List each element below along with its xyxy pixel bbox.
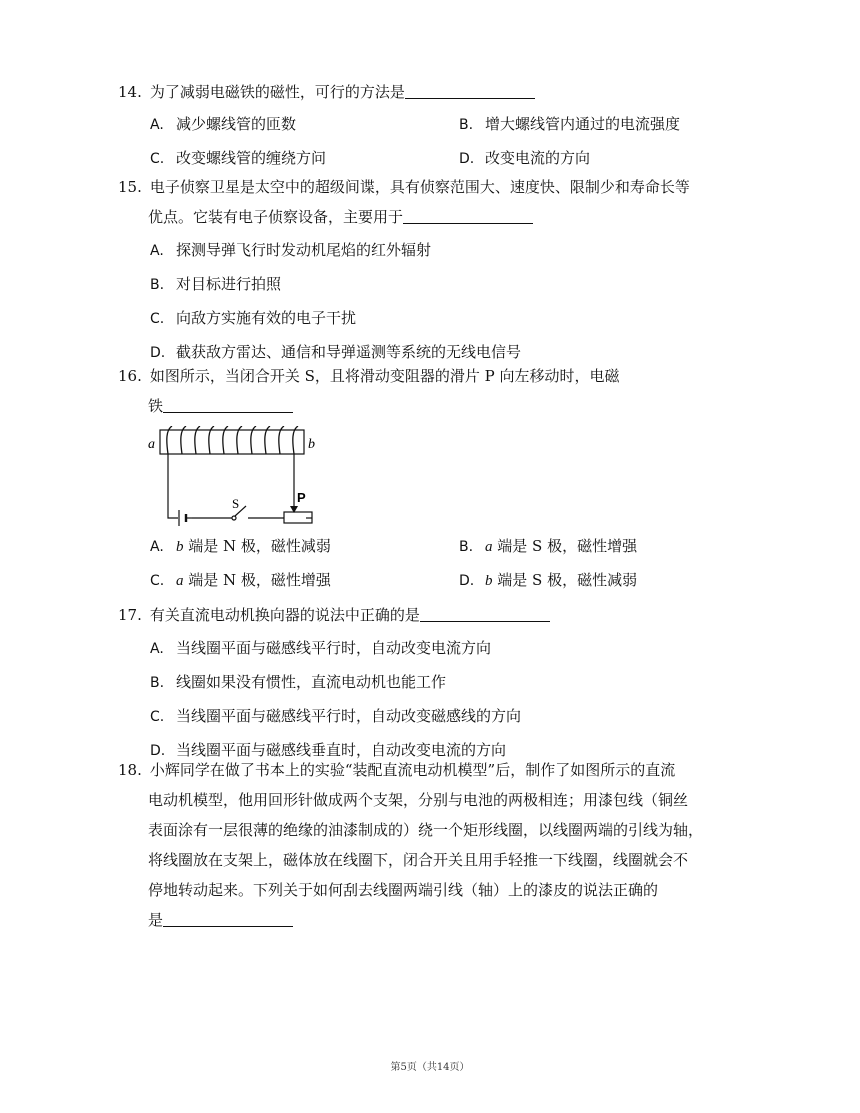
question-stem-line5: 停地转动起来。下列关于如何刮去线圈两端引线（轴）上的漆皮的说法正确的	[148, 881, 659, 899]
question-stem-line2: 铁	[148, 397, 164, 415]
option-b[interactable]: B. 线圈如果没有惯性，直流电动机也能工作	[150, 673, 447, 691]
label-b: b	[308, 437, 315, 452]
question-stem: 有关直流电动机换向器的说法中正确的是	[149, 606, 420, 624]
question-18	[118, 755, 768, 935]
answer-blank[interactable]	[403, 207, 533, 224]
option-c[interactable]: C. 向敌方实施有效的电子干扰	[150, 309, 357, 327]
option-c[interactable]: C. a 端是 N 极，磁性增强	[150, 571, 331, 589]
option-c[interactable]: C. 当线圈平面与磁感线平行时，自动改变磁感线的方向	[150, 707, 522, 725]
question-number: 17.	[118, 606, 142, 624]
question-stem-line1: 电子侦察卫星是太空中的超级间谍，具有侦察范围大、速度快、限制少和寿命长等	[149, 178, 690, 196]
answer-blank[interactable]	[405, 82, 535, 99]
option-a[interactable]: A. 探测导弹飞行时发动机尾焰的红外辐射	[150, 241, 432, 259]
question-stem: 为了减弱电磁铁的磁性，可行的方法是	[149, 83, 405, 101]
label-s: S	[232, 496, 240, 511]
question-number: 16.	[118, 367, 142, 385]
question-stem-line1: 如图所示，当闭合开关 S，且将滑动变阻器的滑片 P 向左移动时，电磁	[149, 367, 620, 385]
question-stem-line4: 将线圈放在支架上，磁体放在线圈下，闭合开关且用手轻推一下线圈，线圈就会不	[148, 851, 689, 869]
question-16	[118, 361, 768, 421]
question-number: 14.	[118, 83, 142, 101]
answer-blank[interactable]	[163, 396, 293, 413]
option-b[interactable]: B. a 端是 S 极，磁性增强	[459, 537, 638, 555]
option-c[interactable]: C. 改变螺线管的缠绕方问	[150, 149, 327, 167]
label-a: a	[148, 437, 155, 452]
option-a[interactable]: A. 当线圈平面与磁感线平行时，自动改变电流方向	[150, 639, 492, 657]
question-stem-line3: 表面涂有一层很薄的绝缘的油漆制成的）绕一个矩形线圈，以线圈两端的引线为轴，	[148, 821, 704, 839]
label-p: P	[297, 490, 306, 505]
question-stem-line2: 电动机模型，他用回形针做成两个支架，分别与电池的两极相连；用漆包线（铜丝	[148, 791, 689, 809]
circuit-diagram	[148, 426, 328, 526]
question-number: 15.	[118, 178, 142, 196]
option-d[interactable]: D. 当线圈平面与磁感线垂直时，自动改变电流的方向	[150, 741, 507, 759]
option-d[interactable]: D. 截获敌方雷达、通信和导弹遥测等系统的无线电信号	[150, 343, 522, 361]
question-14	[118, 77, 768, 174]
question-stem-line2: 优点。它装有电子侦察设备，主要用于	[148, 208, 404, 226]
battery-icon	[179, 510, 192, 526]
question-number: 18.	[118, 761, 142, 779]
option-d[interactable]: D. b 端是 S 极，磁性减弱	[459, 571, 638, 589]
answer-blank[interactable]	[163, 910, 293, 927]
question-15	[118, 172, 768, 368]
option-a[interactable]: A. 减少螺线管的匝数	[150, 115, 297, 133]
page-footer: 第5页（共14页）	[390, 1062, 470, 1073]
question-17	[118, 600, 768, 766]
question-16-options	[118, 531, 768, 596]
option-b[interactable]: B. 增大螺线管内通过的电流强度	[459, 115, 681, 133]
answer-blank[interactable]	[420, 605, 550, 622]
option-a[interactable]: A. b 端是 N 极，磁性减弱	[150, 537, 331, 555]
option-b[interactable]: B. 对目标进行拍照	[150, 275, 282, 293]
option-d[interactable]: D. 改变电流的方向	[459, 149, 591, 167]
question-stem-line1: 小辉同学在做了书本上的实验“装配直流电动机模型”后，制作了如图所示的直流	[149, 761, 676, 779]
question-stem-line6: 是	[148, 911, 164, 929]
